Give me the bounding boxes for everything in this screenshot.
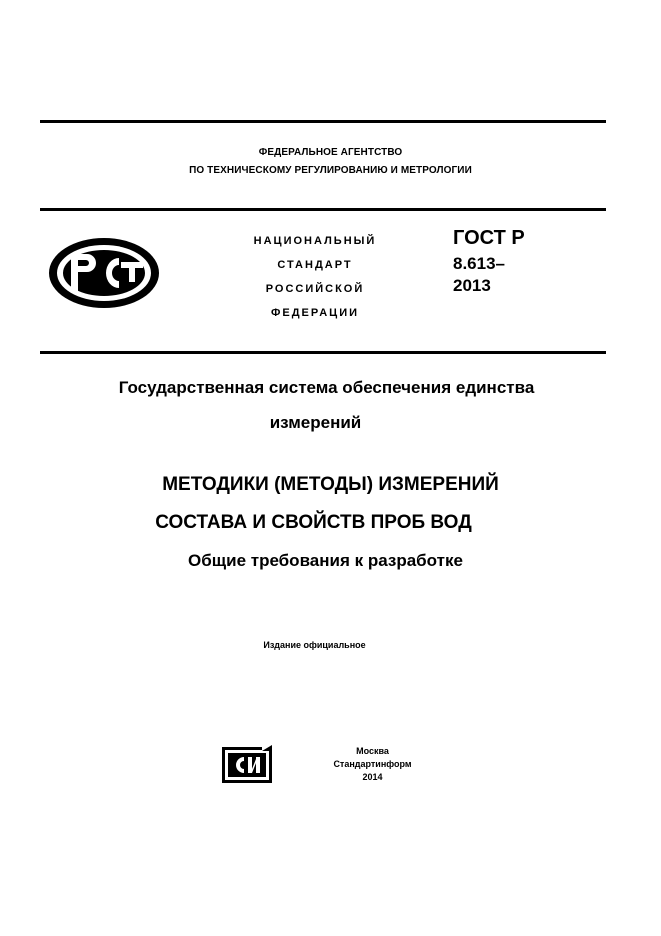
standartinform-logo-icon bbox=[222, 745, 272, 785]
main-title-line-2: СОСТАВА И СВОЙСТВ ПРОБ ВОД bbox=[155, 512, 472, 533]
publisher-year: 2014 bbox=[362, 772, 383, 782]
title-rule bbox=[40, 351, 606, 354]
series-title-line-1: Государственная система обеспечения единства bbox=[118, 378, 535, 397]
edition-label: Издание официальное bbox=[263, 640, 366, 650]
rst-mark-icon bbox=[47, 236, 161, 310]
publisher-name: Стандартинформ bbox=[333, 759, 412, 769]
standard-type-line-3: РОССИЙСКОЙ bbox=[265, 283, 365, 295]
standard-type-line-1: НАЦИОНАЛЬНЫЙ bbox=[253, 235, 377, 247]
designation-line-3: 2013 bbox=[453, 276, 491, 295]
main-title-line-1: МЕТОДИКИ (МЕТОДЫ) ИЗМЕРЕНИЙ bbox=[162, 474, 499, 495]
header-rule bbox=[40, 208, 606, 211]
standard-type-line-2: СТАНДАРТ bbox=[277, 259, 353, 271]
top-rule bbox=[40, 120, 606, 123]
designation-line-1: ГОСТ Р bbox=[453, 227, 525, 249]
agency-line-2: ПО ТЕХНИЧЕСКОМУ РЕГУЛИРОВАНИЮ И МЕТРОЛОГИИ bbox=[189, 165, 472, 176]
standard-type-line-4: ФЕДЕРАЦИИ bbox=[270, 307, 360, 319]
subtitle: Общие требования к разработке bbox=[188, 551, 463, 570]
agency-line-1: ФЕДЕРАЛЬНОЕ АГЕНТСТВО bbox=[258, 147, 403, 158]
series-title-line-2: измерений bbox=[269, 413, 362, 432]
designation-line-2: 8.613– bbox=[453, 254, 505, 273]
publisher-city: Москва bbox=[356, 746, 389, 756]
